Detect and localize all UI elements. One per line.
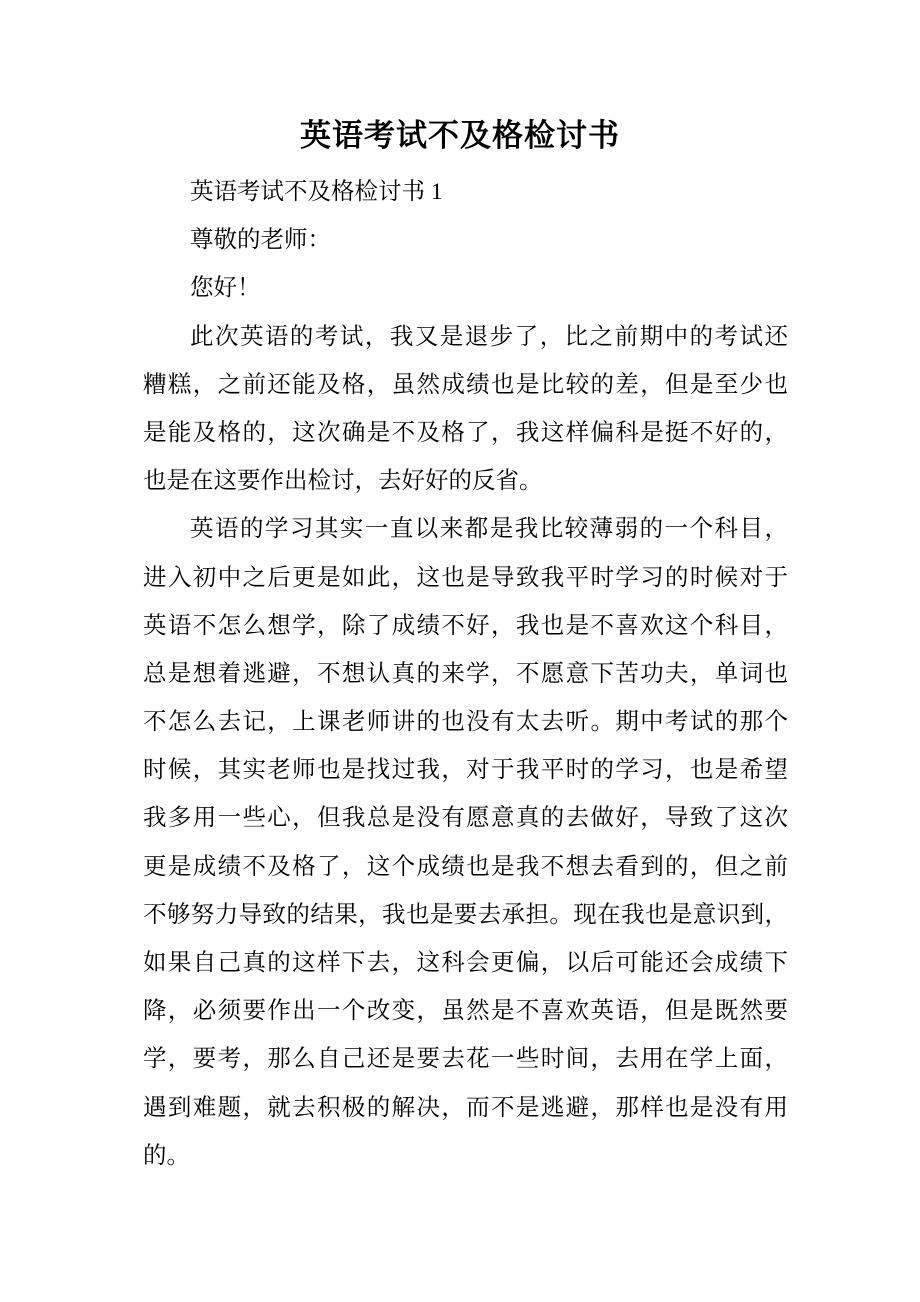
document-title: 英语考试不及格检讨书 — [300, 118, 620, 153]
paragraph-line: 英语不怎么想学，除了成绩不好，我也是不喜欢这个科目， — [143, 612, 788, 639]
paragraph-line: 不够努力导致的结果，我也是要去承担。现在我也是意识到， — [143, 901, 788, 928]
paragraph-line: 英语的学习其实一直以来都是我比较薄弱的一个科目， — [190, 516, 788, 543]
paragraph-line: 不怎么去记，上课老师讲的也没有太去听。期中考试的那个 — [143, 709, 788, 736]
paragraph-line: 我多用一些心，但我总是没有愿意真的去做好，导致了这次 — [143, 805, 788, 832]
paragraph-line: 遇到难题，就去积极的解决，而不是逃避，那样也是没有用 — [143, 1094, 788, 1121]
paragraph-line: 进入初中之后更是如此，这也是导致我平时学习的时候对于 — [143, 564, 788, 591]
paragraph-line: 此次英语的考试，我又是退步了，比之前期中的考试还 — [190, 323, 788, 350]
paragraph — [143, 317, 788, 510]
document-body — [143, 172, 788, 1184]
paragraph-line: 时候，其实老师也是找过我，对于我平时的学习，也是希望 — [143, 757, 788, 784]
paragraph — [143, 509, 788, 1184]
paragraph-line: 也是在这要作出检讨，去好好的反省。 — [143, 468, 543, 495]
salutation: 尊敬的老师： — [190, 227, 331, 254]
paragraphs — [143, 317, 788, 1184]
paragraph-line: 总是想着逃避，不想认真的来学，不愿意下苦功夫，单词也 — [143, 660, 788, 687]
paragraph-line: 学，要考，那么自己还是要去花一些时间，去用在学上面， — [143, 1046, 788, 1073]
paragraph-line: 如果自己真的这样下去，这科会更偏，以后可能还会成绩下 — [143, 950, 788, 976]
subtitle: 英语考试不及格检讨书 1 — [190, 179, 443, 205]
paragraph-line: 更是成绩不及格了，这个成绩也是我不想去看到的，但之前 — [143, 853, 788, 880]
paragraph-line: 的。 — [143, 1142, 190, 1169]
paragraph-line: 是能及格的，这次确是不及格了，我这样偏科是挺不好的， — [143, 419, 788, 446]
paragraph-line: 糟糕，之前还能及格，虽然成绩也是比较的差，但是至少也 — [143, 371, 788, 398]
greeting: 您好！ — [190, 275, 261, 302]
paragraph-line: 降，必须要作出一个改变，虽然是不喜欢英语，但是既然要 — [143, 998, 788, 1025]
